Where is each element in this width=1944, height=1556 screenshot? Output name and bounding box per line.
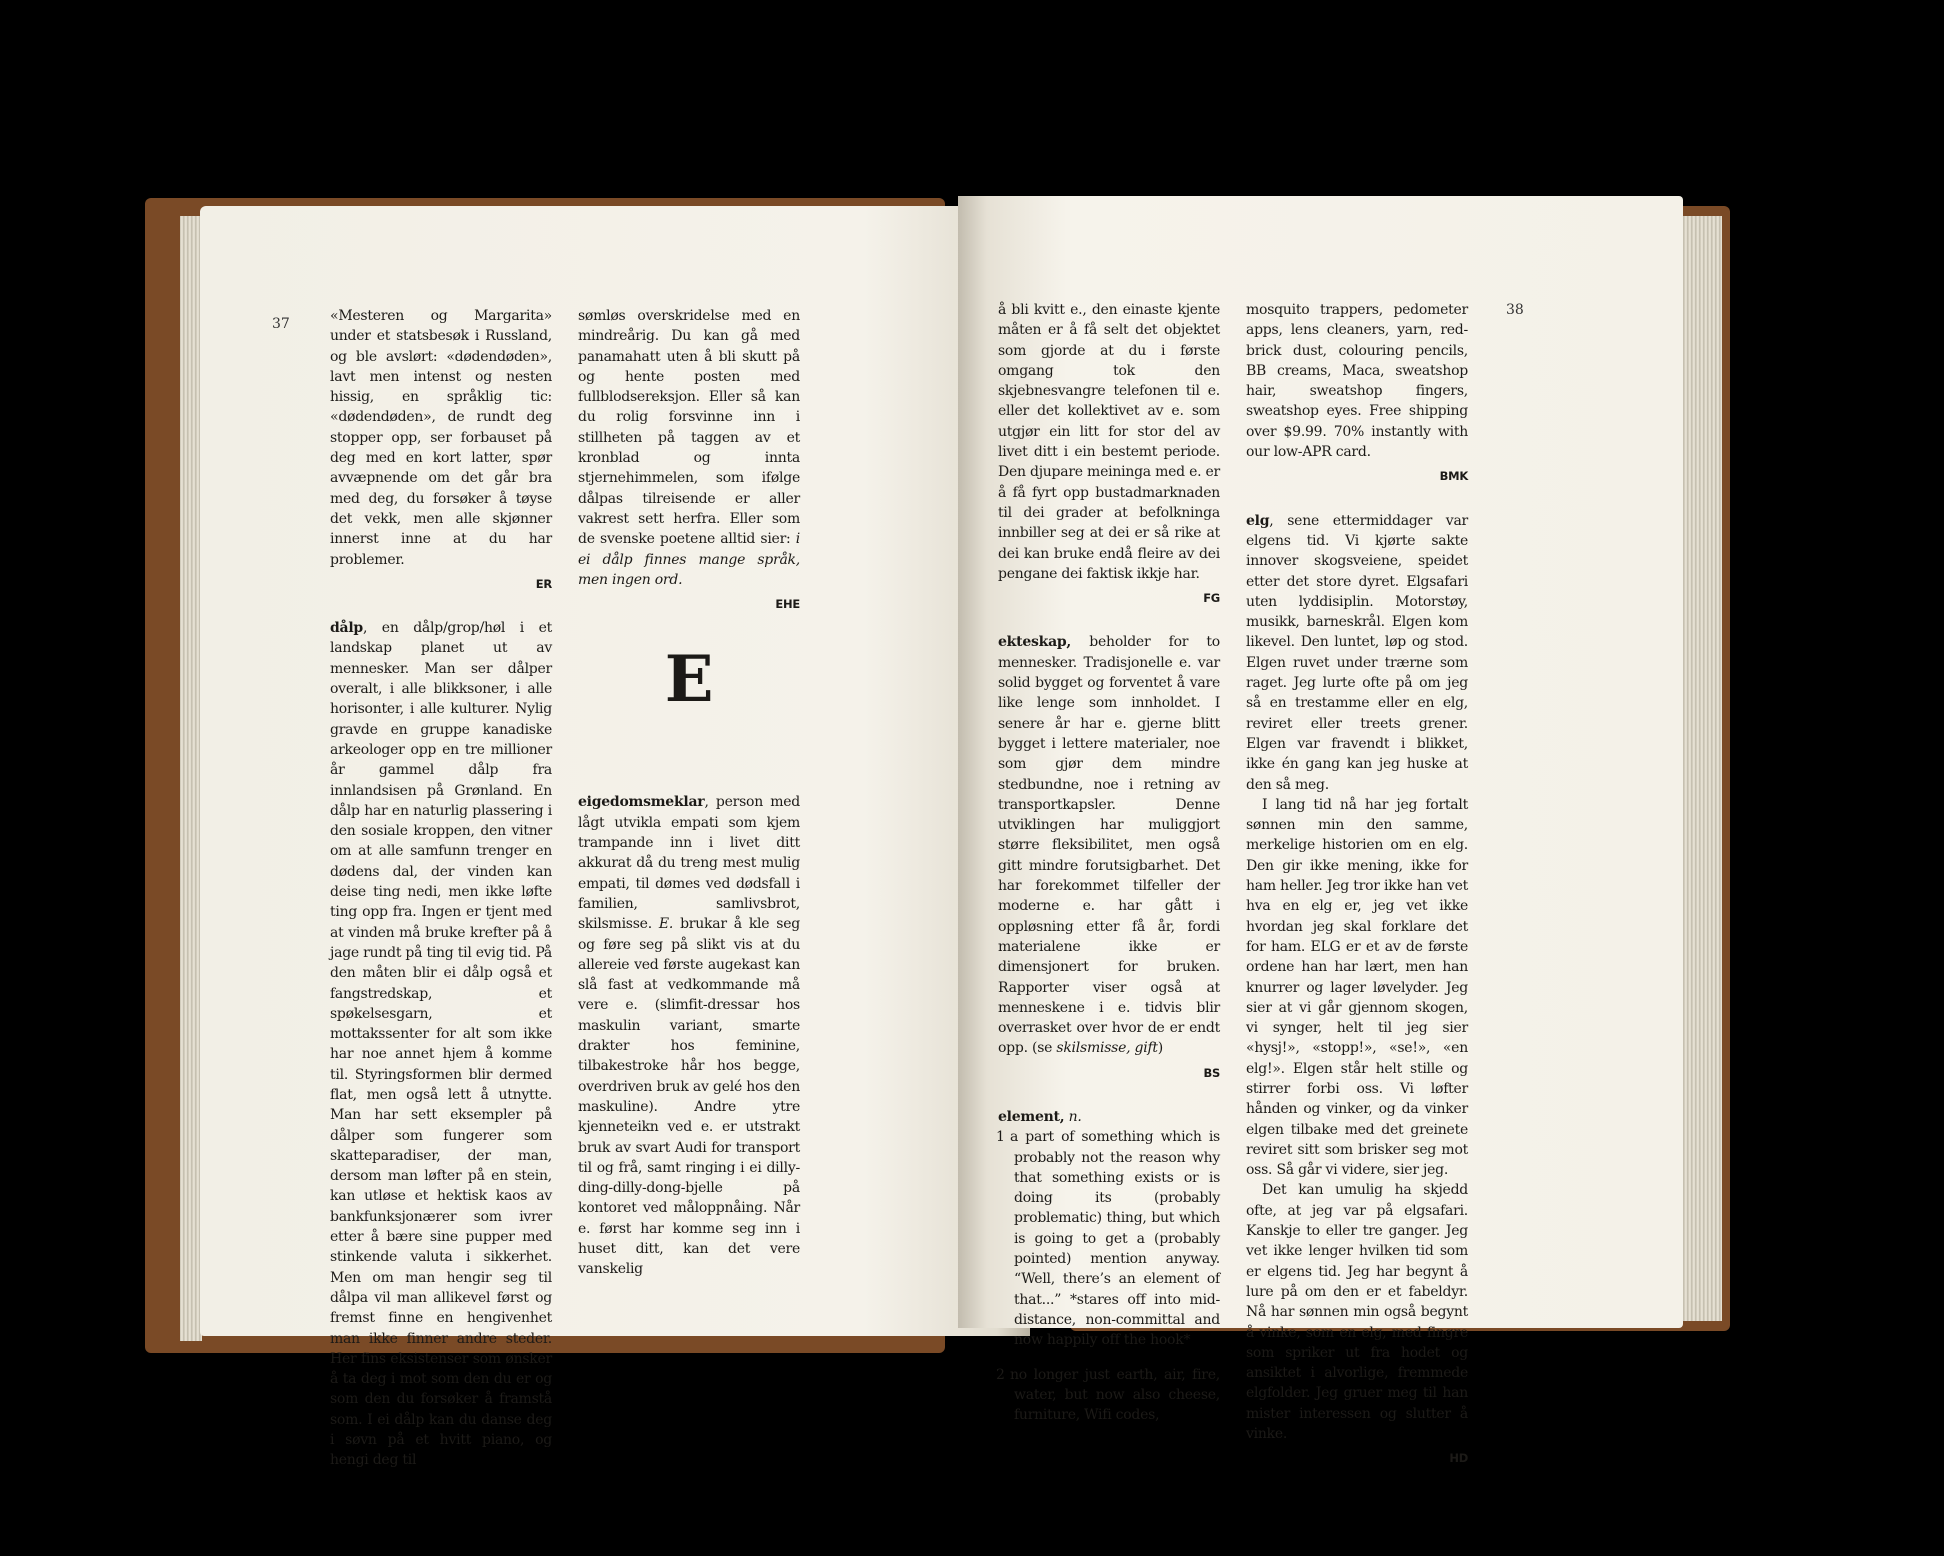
entry-eigedomsmeklar [578,792,800,1279]
page-number: 37 [272,316,290,332]
right-column-1 [998,300,1220,1425]
entry-part-of-speech: n. [1064,1108,1082,1125]
entry-dalp [330,618,552,1470]
author-signature: ER [535,576,552,591]
definition-number: 2 [996,1366,1005,1383]
page-edges-right [1680,216,1722,1321]
entry-term: element, [998,1108,1065,1125]
page-edges-left [180,216,202,1341]
entry-continuation [578,306,800,590]
entry-elg [1246,511,1468,795]
author-signature: BMK [1439,469,1468,484]
page-number: 38 [1506,302,1524,318]
entry-ekteskap [998,632,1220,1058]
entry-text: ) [1157,1040,1163,1057]
author-signature: HD [1449,1451,1468,1466]
definition-number: 1 [996,1129,1005,1146]
section-letter: E [664,642,714,718]
author-signature: EHE [775,597,800,612]
open-book [140,196,1800,1469]
entry-text: sømløs overskridelse med en mindreårig. Du kan gå med panamahatt uten å bli skutt på og hente posten med fullblodsereksjon. Eller så kan du rolig forsvinne inn i stillheten på taggen av et kronblad og innta stjernehimmelen, som ifølge dålpas tilreisende er aller vakrest sett herfra. Eller som de svenske poetene alltid sier: [578,308,800,548]
entry-text: Det kan umulig ha skjedd ofte, at jeg var på elgsafari. Kanskje to eller tre ganger. Jeg vet ikke lenger hvilken tid som er elgens tid. Jeg har begynt å lure på om den er et fabeldyr. Nå har sønnen min også begynt å vinke, som en elg, med fingre som spriker ut fra hodet og ansiktet i alvorlige, fremmede elgfolder. Jeg gruer meg til han mister interessen og slutter å vinke. [1246,1182,1468,1443]
entry-text: brukar å kle seg og føre seg på slikt vis at du allereie ved første augekast kan slå fast at vedkommande må vere e. (slimfit-dressar hos maskulin variant, smarte drakter hos feminine, tilbakestroke hår hos begge, overdriven bruk av gelé hos den maskuline). Andre ytre kjenneteikn ved e. er utstrakt bruk av svart Audi for transport til og frå, samt ringing i ei dilly-ding-dilly-dong-bjelle på kontoret ved måloppnåing. Når e. først har komme seg inn i huset ditt, kan det vere vanskelig [578,916,800,1278]
left-column-1 [330,306,552,1471]
entry-text: «Mesteren og Margarita» under et statsbesøk i Russland, og ble avslørt: «dødendøden», lavt men intenst og nesten hissig, en språklig tic: «dødendøden», de rundt deg stopper opp, ser forbauset på deg med en kort latter, spør avvæpnende om det går bra med deg, du forsøker å tøyse det vekk, men alle skjønner innerst inne at du har problemer. [330,308,552,568]
left-column-2 [578,306,800,1280]
right-page [958,196,1683,1466]
author-signature: FG [1203,591,1220,606]
entry-text: , person med lågt utvikla empati som kjem trampande inn i livet ditt akkurat då du treng mest mulig empati, til dømes ved dødsfall i familien, samlivsbrot, skilsmisse. [578,794,800,933]
definition-list [998,1127,1220,1425]
definition-item [998,1365,1220,1426]
entry-element [998,1107,1220,1127]
left-page [200,206,1030,1469]
definition-text: no longer just earth, air, fire, water, but now also cheese, furniture, Wifi codes, [1010,1366,1220,1424]
author-signature: BS [1203,1065,1220,1080]
entry-italic: skilsmisse, gift [1056,1040,1158,1057]
entry-quote: i ei dålp finnes mange språk, men ingen ord. [578,531,800,588]
entry-term: eigedomsmeklar [578,794,705,811]
entry-text: , sene ettermiddager var elgens tid. Vi kjørte sakte innover skogsveiene, speidet etter det store dyret. Elgsafari uten lyddisiplin. Motorstøy, musikk, barneskrål. Elgen kom likevel. Den luntet, løp og stod. Elgen ruvet under trærne som raget. Jeg lurte ofte på om jeg så en trestamme eller en elg, reviret eller treets grener. Elgen var fravendt i blikket, ikke én gang kan jeg huske at den så meg. [1246,512,1468,793]
entry-text: I lang tid nå har jeg fortalt sønnen min den samme, merkelige historien om en elg. Den gir ikke mening, ikke for ham heller. Jeg tror ikke han vet hva en elg er, jeg vet ikke hvordan jeg skal forklare det for ham. ELG er et av de første ordene han har lært, men han knurrer og lager løvelyder. Jeg sier at vi går gjennom skogen, vi synger, helt til jeg sier «hysj!», «stopp!», «se!», «en elg!». Elgen står helt stille og stirrer forbi oss. Vi løfter hånden og vinker, og da vinker elgen tilbake med det greinete reviret sitt som brisker seg mot oss. Så går vi videre, sier jeg. [1246,796,1468,1179]
entry-text: beholder for to mennesker. Tradisjonelle e. var solid bygget og forventet å vare like lenge som innholdet. I senere år har e. gjerne blitt bygget i lettere materialer, noe som gjør dem mindre stedbundne, noe i retning av transportkapsler. Denne utviklingen har muliggjort større fleksibilitet, men også gitt mindre forutsigbarhet. Det har forekommet tilfeller der moderne e. har gått i oppløsning etter få år, fordi materialene ikke er dimensjonert for bruken. Rapporter viser også at menneskene i e. tidvis blir overrasket over hvor de er endt opp. (se [998,634,1220,1057]
right-column-2 [1246,300,1468,1493]
entry-term: dålp [330,620,363,637]
entry-text: , en dålp/grop/høl i et landskap planet ut av mennesker. Man ser dålper overalt, i alle blikksoner, i alle horisonter, i alle kulturer. Nylig gravde en gruppe kanadiske arkeologer opp en tre millioner år gammel dålp fra innlandsisen på Grønland. En dålp har en naturlig plassering i den sosiale kroppen, den vitner om at alle samfunn trenger en dødens dal, der vinden kan deise ting nedi, men ikke løfte ting opp fra. Ingen er tjent med at vinden må bruke krefter på å jage rundt på ting til evig tid. På den måten blir ei dålp også et fangstredskap, et spøkelsesgarn, et mottakssenter for alt som ikke har noe annet hjem å komme til. Styringsformen blir dermed flat, men også lett å utnytte. Man har sett eksempler på dålper som fungerer som skatteparadiser, der man, dersom man løfter på en stein, kan utløse et hektisk kaos av bankfunksjonærer som ivrer etter å bære sine pupper med stinkende valuta i sikkerhet. Men om man hengir seg til dålpa vil man allikevel først og fremst finne en hengivenhet man ikke finner andre steder. Her fins eksistenser som ønsker å ta deg i mot som den du er og som den du forsøker å framstå som. I ei dålp kan du danse deg i søvn på et hvitt piano, og hengi deg til [330,620,552,1469]
entry-term: ekteskap, [998,634,1072,651]
definition-item [998,1127,1220,1350]
entry-term: elg [1246,512,1270,529]
entry-continuation: å bli kvitt e., den einaste kjente måten er å få selt det objektet som gjorde at du i første omgang tok den skjebnesvangre telefonen til e. eller det kollektivet av e. som utgjør ein litt for stor del av livet ditt i ein bestemt periode. Den djupare meininga med e. er å få fyrt opp bustadmarknaden til dei grader at befolkninga innbiller seg at dei er så rike at dei kan bruke endå fleire av dei pengane dei faktisk ikkje har. [998,302,1220,582]
definition-text: a part of something which is probably not the reason why that something exists or is doing its (probably problematic) thing, but which is going to get a (probably pointed) mention anyway. “Well, there’s an element of that...” *stares off into mid-distance, non-committal and now happily off the hook* [1010,1129,1220,1349]
entry-continuation: mosquito trappers, pedometer apps, lens cleaners, yarn, red-brick dust, colouring pencils, BB creams, Maca, sweatshop hair, sweatshop fingers, sweatshop eyes. Free shipping over $9.99. 70% instantly with our low-APR card. [1246,302,1468,461]
entry-italic: E. [658,916,674,933]
